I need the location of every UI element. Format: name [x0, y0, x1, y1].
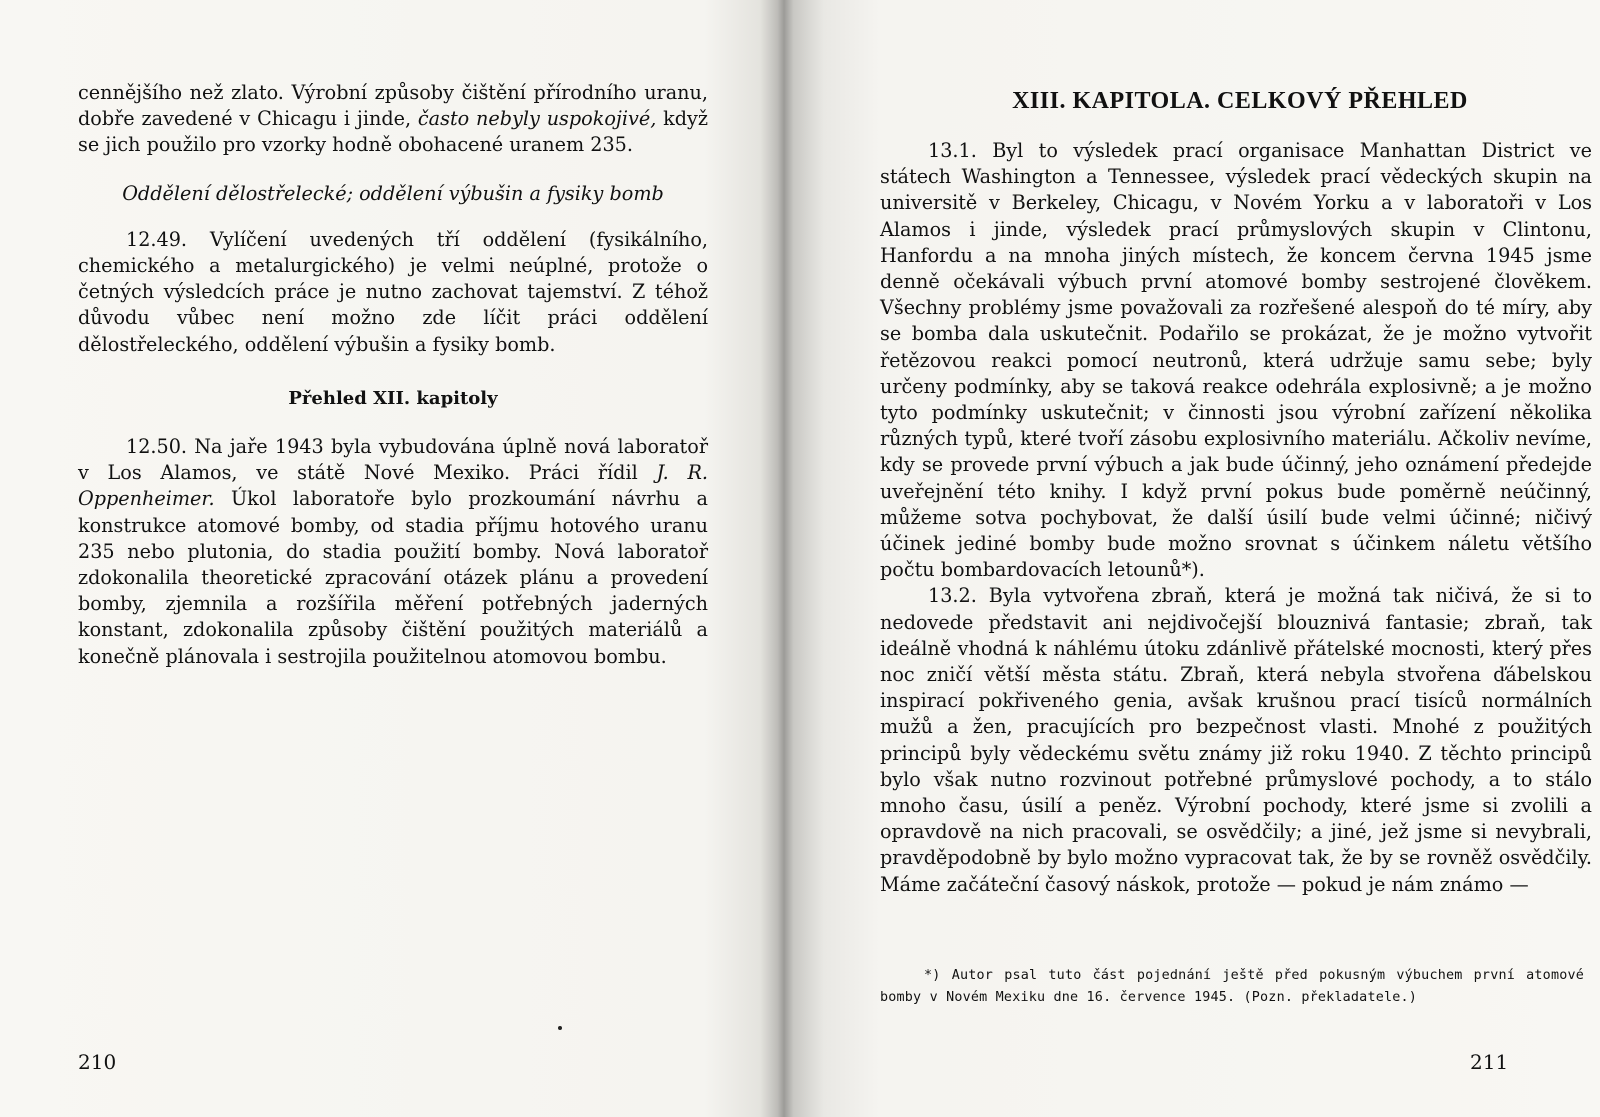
summary-heading: Přehled XII. kapitoly [288, 387, 498, 409]
section-heading: Oddělení dělostřelecké; oddělení výbušin a fysiky bomb [122, 181, 664, 205]
left-page [0, 0, 760, 1117]
right-page [800, 0, 1600, 1117]
chapter-title: XIII. KAPITOLA. CELKOVÝ PŘEHLED [1012, 88, 1468, 114]
page-number-right: 211 [1470, 1050, 1509, 1074]
page-number-left: 210 [78, 1050, 117, 1074]
paragraph-12-49: 12.49. Vylíčení uvedených tří oddělení (fysikálního, chemického a metalurgického) je velmi neúplné, protože o četných výsledcích práce je nutno zachovat tajemství. Z téhož důvodu vůbec není možno zde líčit práci oddělení dělostřeleckého, oddělení výbušin a fysiky bomb. [78, 227, 708, 356]
italic-phrase: často nebyly uspokojivé, [417, 107, 657, 131]
footnote [880, 965, 1584, 1009]
left-page-text [78, 80, 708, 670]
right-page-text [880, 138, 1592, 898]
paragraph-13-1: 13.1. Byl to výsledek prací organisace Manhattan District ve státech Washington a Tennessee, výsledek prací vědeckých skupin na universitě v Berkeley, Chicagu, v Novém Yorku a v laboratoři v Los Alamos i jinde, výsledek prací průmyslových skupin v Clintonu, Hanfordu a na mnoha jiných místech, že koncem června 1945 jsme denně očekávali výbuch první atomové bomby sestrojené člověkem. Všechny problémy jsme považovali za rozřešené alespoň do té míry, aby se bomba dala uskutečnit. Podařilo se prokázat, že je možno vytvořit řetězovou reakci pomocí neutronů, která udržuje samu sebe; byly určeny podmínky, aby se taková reakce odehrála explosivně; a je možno tyto podmínky uskutečnit; v činnosti jsou výrobní zařízení několika různých typů, které tvoří zásobu explosivního materiálu. Ačkoliv nevíme, kdy se provede první výbuch a jak bude účinný, jeho oznámení předejde uveřejnění této knihy. I když první pokus bude poměrně neúčinný, můžeme sotva pochybovat, že další úsilí bude velmi účinné; ničivý účinek jediné bomby bude možno srovnat s účinkem náletu většího počtu bombardovacích letounů*). [880, 139, 1592, 582]
footnote-separator [880, 952, 1586, 953]
footnote-text: *) Autor psal tuto část pojednání ještě před pokusným výbuchem první atomové bomby v Novém Mexiku dne 16. července 1945. (Pozn. překladatele.) [880, 968, 1584, 1005]
author-name: J. R. Oppenheimer. [78, 461, 708, 511]
paragraph-13-2: 13.2. Byla vytvořena zbraň, která je možná tak ničivá, že si to nedovede představit ani nejdivočejší blouznivá fantasie; zbraň, tak ideálně vhodná k náhlému útoku zdánlivě přátelské mocnosti, který přes noc zničí větší města státu. Zbraň, která nebyla stvořena ďábelskou inspirací pokřiveného genia, avšak krušnou prací tisíců normálních mužů a žen, pracujících pro bezpečnost vlasti. Mnohé z použitých principů byly vědeckému světu známy již roku 1940. Z těchto principů bylo však nutno rozvinout potřebné průmyslové pochody, a to stálo mnoho času, úsilí a peněz. Výrobní pochody, které jsme si zvolili a opravdově na nich pracovali, se osvědčily; a jiné, jež jsme si nevybrali, pravděpodobně by bylo možno vypracovat tak, že by se rovněž osvědčily. Máme začáteční časový náskok, protože — pokud je nám známo — [880, 584, 1592, 896]
print-speck [558, 1026, 562, 1030]
continuation-paragraph: cennějšího než zlato. Výrobní způsoby čištění přírodního uranu, dobře zavedené v Chicagu i jinde, často nebyly uspokojivé, když se jich použilo pro vzorky hodně obohacené uranem 235. [78, 81, 708, 157]
paragraph-12-50: 12.50. Na jaře 1943 byla vybudována úplně nová laboratoř v Los Alamos, ve státě Nové Mexiko. Práci řídil J. R. Oppenheimer. Úkol laboratoře bylo prozkoumání návrhu a konstrukce atomové bomby, od stadia příjmu hotového uranu 235 nebo plutonia, do stadia použití bomby. Nová laboratoř zdokonalila theoretické zpracování otázek plánu a provedení bomby, zjemnila a rozšířila měření potřebných jaderných konstant, zdokonalila způsoby čištění použitých materiálů a konečně plánovala i sestrojila použitelnou atomovou bombu. [78, 435, 708, 668]
